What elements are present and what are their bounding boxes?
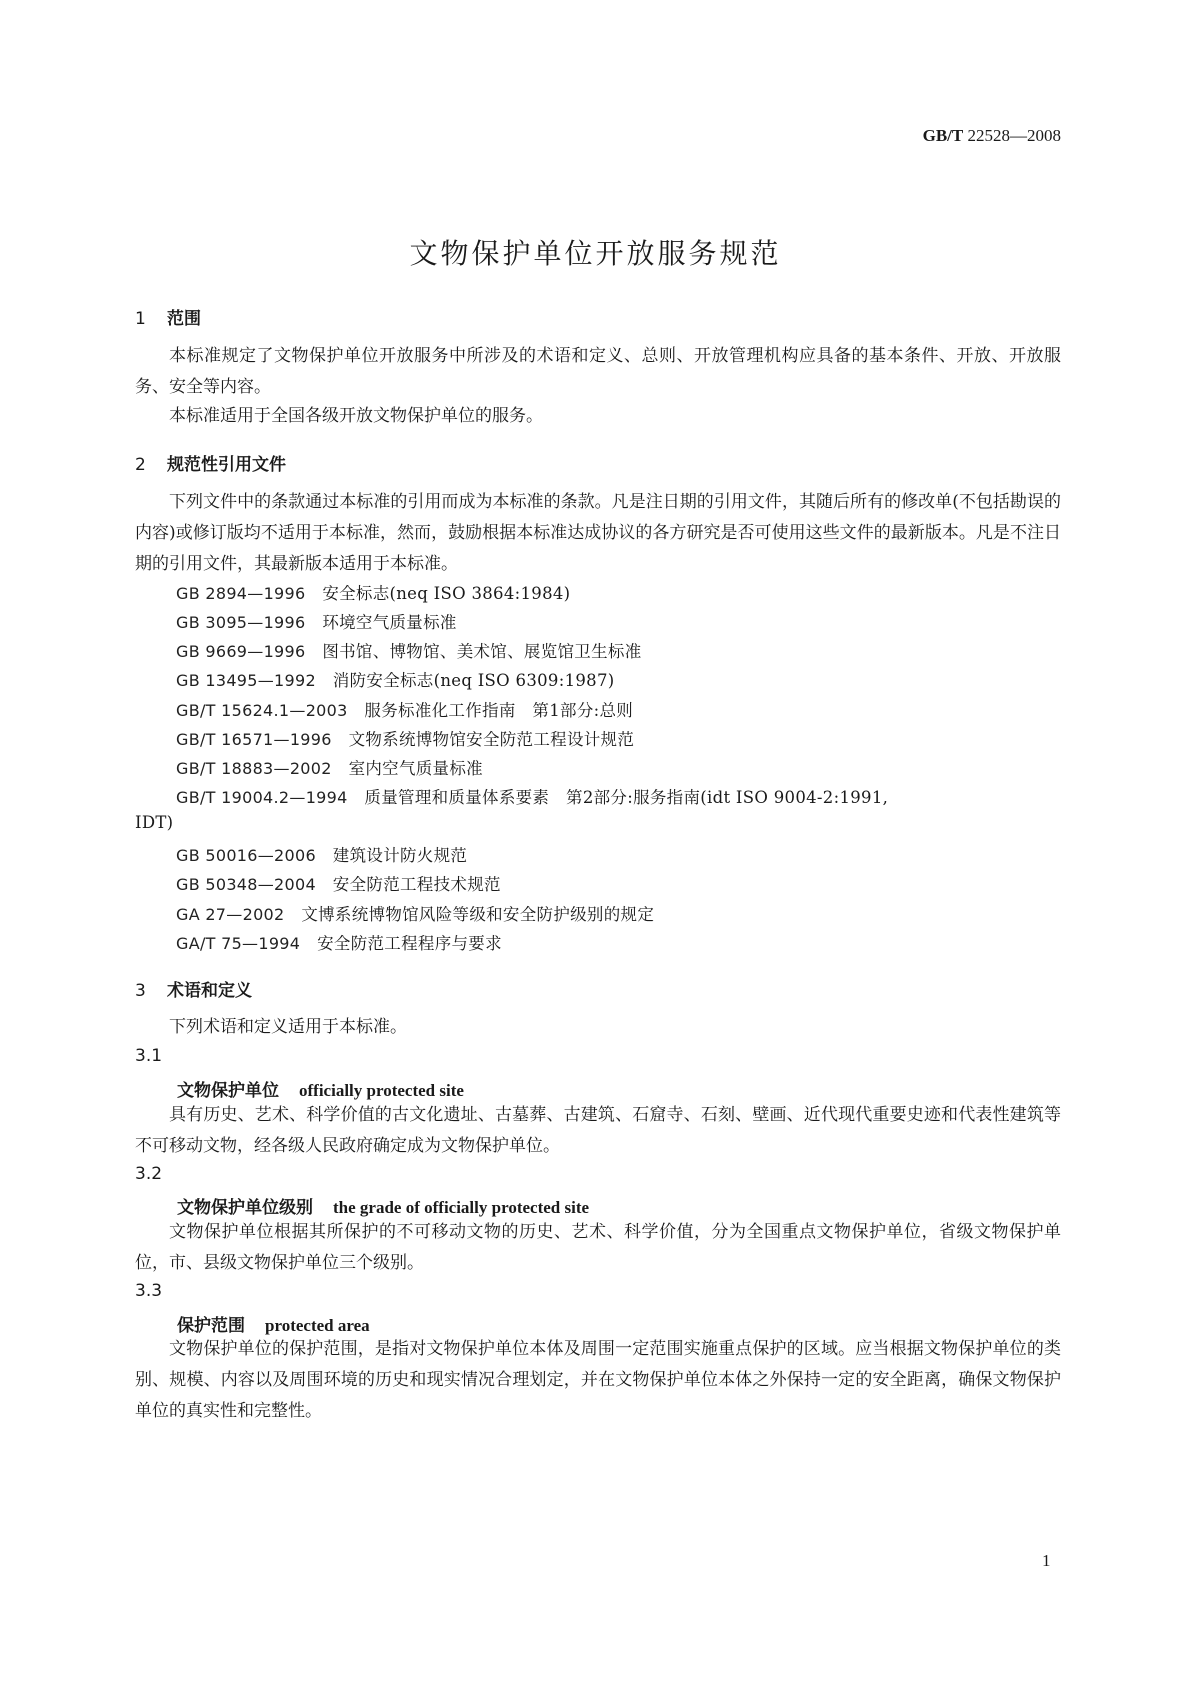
reference-item bbox=[176, 609, 457, 633]
term-english: protected area bbox=[265, 1316, 370, 1335]
reference-item bbox=[176, 697, 633, 721]
reference-item bbox=[176, 842, 467, 866]
reference-name: 建筑设计防火规范 bbox=[332, 846, 468, 865]
term-english: the grade of officially protected site bbox=[333, 1198, 590, 1217]
reference-name: 环境空气质量标准 bbox=[322, 613, 457, 632]
reference-item bbox=[176, 901, 654, 925]
reference-item bbox=[176, 755, 483, 779]
reference-item bbox=[176, 784, 888, 808]
reference-code: GB 13495—1992 bbox=[176, 671, 316, 690]
reference-name: 质量管理和质量体系要素 第2部分:服务指南(idt ISO 9004-2:1991, bbox=[364, 788, 889, 807]
reference-code: GB 2894—1996 bbox=[176, 584, 306, 603]
reference-code: GB 3095—1996 bbox=[176, 613, 306, 632]
term-english: officially protected site bbox=[299, 1081, 464, 1100]
page-number: 1 bbox=[1042, 1551, 1051, 1570]
section-number: 1 bbox=[135, 309, 146, 329]
reference-code: GA 27—2002 bbox=[176, 905, 285, 924]
reference-name: 室内空气质量标准 bbox=[348, 759, 483, 778]
standard-prefix: GB/T bbox=[922, 126, 964, 145]
reference-item bbox=[176, 638, 642, 662]
section-1-paragraph-1: 本标准规定了文物保护单位开放服务中所涉及的术语和定义、总则、开放管理机构应具备的基本条件、开放、开放服务、安全等内容。 bbox=[135, 346, 1061, 397]
term-number: 3.1 bbox=[135, 1046, 163, 1066]
reference-code: GA/T 75—1994 bbox=[176, 934, 301, 953]
reference-continuation: IDT) bbox=[135, 813, 174, 832]
reference-name: 安全防范工程程序与要求 bbox=[317, 934, 502, 953]
section-2-heading bbox=[135, 450, 286, 475]
term-definition: 文物保护单位根据其所保护的不可移动文物的历史、艺术、科学价值，分为全国重点文物保护单位，省级文物保护单位，市、县级文物保护单位三个级别。 bbox=[135, 1222, 1061, 1273]
document-title: 文物保护单位开放服务规范 bbox=[409, 237, 782, 270]
section-3-intro: 下列术语和定义适用于本标准。 bbox=[169, 1017, 407, 1037]
term-chinese: 文物保护单位级别 bbox=[177, 1198, 313, 1218]
reference-code: GB 50348—2004 bbox=[176, 875, 316, 894]
reference-code: GB/T 18883—2002 bbox=[176, 759, 332, 778]
section-1-heading bbox=[135, 304, 201, 329]
reference-name: 图书馆、博物馆、美术馆、展览馆卫生标准 bbox=[322, 642, 642, 661]
term-definition: 文物保护单位的保护范围，是指对文物保护单位本体及周围一定范围实施重点保护的区域。应当根据文物保护单位的类别、规模、内容以及周围环境的历史和现实情况合理划定，并在文物保护单位本体之外保持一定的安全距离，确保文物保护单位的真实性和完整性。 bbox=[135, 1339, 1061, 1421]
section-number: 2 bbox=[135, 455, 146, 475]
reference-name: 服务标准化工作指南 第1部分:总则 bbox=[364, 701, 634, 720]
reference-code: GB 9669—1996 bbox=[176, 642, 306, 661]
section-title: 范围 bbox=[167, 309, 201, 329]
section-number: 3 bbox=[135, 981, 146, 1001]
standard-code bbox=[0, 126, 1061, 146]
section-title: 规范性引用文件 bbox=[167, 455, 286, 475]
reference-item bbox=[176, 726, 634, 750]
term-definition: 具有历史、艺术、科学价值的古文化遗址、古墓葬、古建筑、石窟寺、石刻、壁画、近代现代重要史迹和代表性建筑等不可移动文物，经各级人民政府确定成为文物保护单位。 bbox=[135, 1105, 1061, 1156]
term-heading bbox=[177, 1193, 589, 1218]
term-number: 3.3 bbox=[135, 1281, 163, 1301]
section-1-paragraph-2: 本标准适用于全国各级开放文物保护单位的服务。 bbox=[169, 406, 543, 426]
reference-item bbox=[176, 667, 615, 691]
reference-code: GB/T 19004.2—1994 bbox=[176, 788, 348, 807]
reference-code: GB/T 15624.1—2003 bbox=[176, 701, 348, 720]
section-title: 术语和定义 bbox=[167, 981, 252, 1001]
reference-item bbox=[176, 871, 501, 895]
reference-name: 消防安全标志(neq ISO 6309:1987) bbox=[332, 671, 615, 690]
reference-name: 文博系统博物馆风险等级和安全防护级别的规定 bbox=[301, 905, 655, 924]
section-3-heading bbox=[135, 976, 252, 1001]
reference-name: 安全防范工程技术规范 bbox=[332, 875, 501, 894]
reference-item bbox=[176, 580, 570, 604]
reference-name: 安全标志(neq ISO 3864:1984) bbox=[322, 584, 571, 603]
term-heading bbox=[177, 1311, 370, 1336]
standard-number: 22528—2008 bbox=[967, 126, 1061, 145]
term-chinese: 文物保护单位 bbox=[177, 1081, 279, 1101]
reference-code: GB/T 16571—1996 bbox=[176, 730, 332, 749]
term-number: 3.2 bbox=[135, 1164, 163, 1184]
term-heading bbox=[177, 1076, 464, 1101]
reference-item bbox=[176, 930, 502, 954]
term-chinese: 保护范围 bbox=[177, 1316, 245, 1336]
reference-code: GB 50016—2006 bbox=[176, 846, 316, 865]
reference-name: 文物系统博物馆安全防范工程设计规范 bbox=[348, 730, 635, 749]
section-2-intro: 下列文件中的条款通过本标准的引用而成为本标准的条款。凡是注日期的引用文件，其随后所有的修改单(不包括勘误的内容)或修订版均不适用于本标准，然而，鼓励根据本标准达成协议的各方研究是否可使用这些文件的最新版本。凡是不注日期的引用文件，其最新版本适用于本标准。 bbox=[135, 492, 1061, 574]
